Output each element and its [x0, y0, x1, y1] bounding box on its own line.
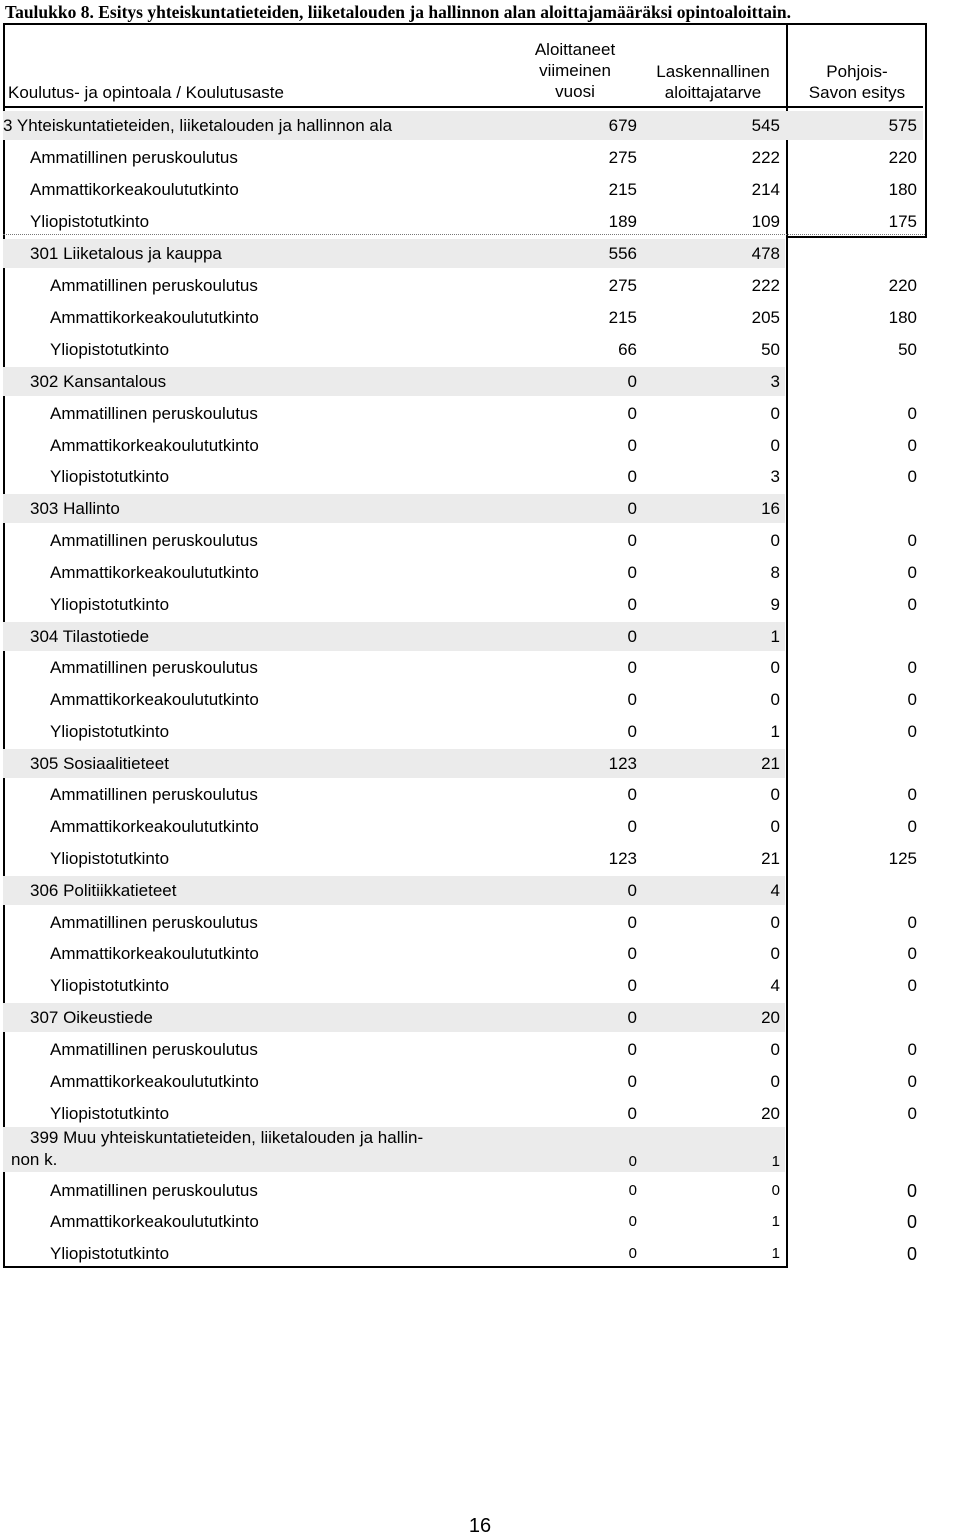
need-value: 0 — [770, 1040, 780, 1059]
row-label: 3 Yhteiskuntatieteiden, liiketalouden ja hallinnon ala — [3, 116, 393, 135]
row-label: Ammattikorkeakoulututkinto — [50, 308, 259, 327]
started-value: 0 — [627, 467, 637, 486]
row-label: Yliopistotutkinto — [50, 1104, 170, 1123]
row-label: Yliopistotutkinto — [30, 212, 150, 231]
started-value: 275 — [608, 148, 637, 167]
row-label: Ammattikorkeakoulututkinto — [50, 1072, 259, 1091]
need-value: 0 — [770, 944, 780, 963]
row-label: Ammattikorkeakoulututkinto — [50, 690, 259, 709]
proposal-value: 0 — [907, 690, 917, 709]
started-value: 0 — [627, 817, 637, 836]
proposal-value: 0 — [907, 467, 917, 486]
started-value: 0 — [628, 1153, 637, 1170]
need-value: 222 — [751, 148, 780, 167]
need-value: 1 — [771, 1213, 780, 1230]
proposal-value: 180 — [888, 180, 917, 199]
need-value: 205 — [751, 308, 780, 327]
started-value: 66 — [618, 340, 637, 359]
need-value: 0 — [770, 785, 780, 804]
started-value: 556 — [608, 244, 637, 263]
started-value: 0 — [627, 563, 637, 582]
proposal-value: 0 — [907, 436, 917, 455]
started-value: 0 — [627, 1040, 637, 1059]
started-value: 275 — [608, 276, 637, 295]
header-col-started-line3: vuosi — [555, 82, 595, 101]
need-value: 21 — [761, 754, 780, 773]
proposal-value: 0 — [906, 1244, 917, 1264]
need-value: 16 — [761, 499, 780, 518]
need-value: 21 — [761, 849, 780, 868]
need-value: 0 — [770, 436, 780, 455]
row-label: 399 Muu yhteiskuntatieteiden, liiketalouden ja hallin- — [30, 1128, 424, 1147]
proposal-value: 0 — [907, 817, 917, 836]
row-label: Ammatillinen peruskoulutus — [50, 658, 258, 677]
started-value: 0 — [627, 627, 637, 646]
row-label: Yliopistotutkinto — [50, 1244, 170, 1263]
started-value: 189 — [608, 212, 637, 231]
started-value: 0 — [627, 531, 637, 550]
row-label: Ammattikorkeakoulututkinto — [30, 180, 239, 199]
started-value: 0 — [627, 913, 637, 932]
need-value: 478 — [751, 244, 780, 263]
row-label: Yliopistotutkinto — [50, 976, 170, 995]
row-label: Yliopistotutkinto — [50, 467, 170, 486]
need-value: 1 — [771, 1153, 780, 1170]
proposal-value: 0 — [907, 658, 917, 677]
row-label: Ammatillinen peruskoulutus — [50, 785, 258, 804]
need-value: 4 — [770, 976, 780, 995]
proposal-value: 575 — [888, 116, 917, 135]
started-value: 0 — [627, 881, 637, 900]
row-label: Yliopistotutkinto — [50, 595, 170, 614]
row-label: 301 Liiketalous ja kauppa — [30, 244, 222, 263]
row-label: Ammatillinen peruskoulutus — [30, 148, 238, 167]
started-value: 0 — [627, 1072, 637, 1091]
row-label: 305 Sosiaalitieteet — [30, 754, 169, 773]
proposal-value: 0 — [907, 785, 917, 804]
row-label: Ammatillinen peruskoulutus — [50, 913, 258, 932]
need-value: 0 — [770, 913, 780, 932]
row-label: Ammattikorkeakoulututkinto — [50, 1212, 259, 1231]
row-shading — [3, 494, 785, 523]
started-value: 0 — [628, 1213, 637, 1230]
row-label: Ammattikorkeakoulututkinto — [50, 944, 259, 963]
proposal-value: 0 — [907, 722, 917, 741]
started-value: 0 — [628, 1245, 637, 1262]
started-value: 0 — [627, 1008, 637, 1027]
proposal-value: 0 — [907, 563, 917, 582]
need-value: 1 — [771, 1245, 780, 1262]
need-value: 9 — [770, 595, 780, 614]
started-value: 0 — [627, 785, 637, 804]
proposal-value: 0 — [906, 1212, 917, 1232]
started-value: 0 — [627, 976, 637, 995]
proposal-value: 0 — [907, 531, 917, 550]
started-value: 215 — [608, 308, 637, 327]
row-label: Ammattikorkeakoulututkinto — [50, 817, 259, 836]
proposal-value: 0 — [907, 1072, 917, 1091]
started-value: 0 — [627, 372, 637, 391]
header-col-proposal-line1: Pohjois- — [826, 62, 888, 81]
row-label: Ammattikorkeakoulututkinto — [50, 563, 259, 582]
table-caption: Taulukko 8. Esitys yhteiskuntatieteiden, liiketalouden ja hallinnon alan aloittajamääräksi opintoaloittain. — [5, 2, 792, 22]
proposal-value: 175 — [888, 212, 917, 231]
proposal-value: 0 — [907, 944, 917, 963]
need-value: 1 — [770, 722, 780, 741]
started-value: 215 — [608, 180, 637, 199]
row-label: Ammattikorkeakoulututkinto — [50, 436, 259, 455]
row-label: 302 Kansantalous — [30, 372, 167, 391]
need-value: 1 — [770, 627, 780, 646]
started-value: 679 — [608, 116, 637, 135]
need-value: 20 — [761, 1104, 780, 1123]
page-number: 16 — [468, 1515, 492, 1537]
need-value: 3 — [770, 372, 780, 391]
started-value: 123 — [608, 849, 637, 868]
header-col-need-line1: Laskennallinen — [656, 62, 770, 81]
proposal-value: 180 — [888, 308, 917, 327]
started-value: 0 — [627, 658, 637, 677]
proposal-value: 0 — [907, 1040, 917, 1059]
proposal-value: 50 — [898, 340, 917, 359]
row-label: Yliopistotutkinto — [50, 340, 170, 359]
header-col-field: Koulutus- ja opintoala / Koulutusaste — [8, 83, 284, 102]
started-value: 0 — [627, 499, 637, 518]
row-label: 306 Politiikkatieteet — [30, 881, 177, 900]
need-value: 214 — [751, 180, 780, 199]
proposal-value: 0 — [907, 404, 917, 423]
proposal-value: 220 — [888, 148, 917, 167]
need-value: 0 — [770, 817, 780, 836]
need-value: 109 — [751, 212, 780, 231]
row-label-continued: non k. — [11, 1150, 58, 1169]
proposal-value: 0 — [907, 1104, 917, 1123]
proposal-value: 220 — [888, 276, 917, 295]
started-value: 0 — [627, 436, 637, 455]
started-value: 0 — [627, 1104, 637, 1123]
header-col-started-line1: Aloittaneet — [534, 40, 616, 59]
proposal-value: 125 — [888, 849, 917, 868]
need-value: 222 — [751, 276, 780, 295]
started-value: 0 — [627, 690, 637, 709]
row-label: Ammatillinen peruskoulutus — [50, 1040, 258, 1059]
header-col-started-line2: viimeinen — [539, 61, 611, 80]
row-label: Ammatillinen peruskoulutus — [50, 276, 258, 295]
need-value: 545 — [751, 116, 780, 135]
need-value: 0 — [770, 1072, 780, 1091]
started-value: 0 — [627, 944, 637, 963]
proposal-value: 0 — [907, 595, 917, 614]
row-label: Ammatillinen peruskoulutus — [50, 1181, 258, 1200]
row-label: Yliopistotutkinto — [50, 849, 170, 868]
proposal-value: 0 — [907, 976, 917, 995]
row-label: Yliopistotutkinto — [50, 722, 170, 741]
row-label: 307 Oikeustiede — [30, 1008, 153, 1027]
header-col-proposal-line2: Savon esitys — [808, 83, 906, 102]
need-value: 8 — [770, 563, 780, 582]
proposal-value: 0 — [906, 1181, 917, 1201]
need-value: 0 — [770, 531, 780, 550]
header-col-need-line2: aloittajatarve — [664, 83, 762, 102]
proposal-value: 0 — [907, 913, 917, 932]
need-value: 50 — [761, 340, 780, 359]
started-value: 0 — [628, 1182, 637, 1199]
row-label: Ammatillinen peruskoulutus — [50, 404, 258, 423]
need-value: 0 — [770, 404, 780, 423]
started-value: 0 — [627, 404, 637, 423]
need-value: 0 — [771, 1182, 780, 1199]
need-value: 3 — [770, 467, 780, 486]
started-value: 0 — [627, 722, 637, 741]
row-label: Ammatillinen peruskoulutus — [50, 531, 258, 550]
need-value: 4 — [770, 881, 780, 900]
row-label: 304 Tilastotiede — [30, 627, 150, 646]
started-value: 0 — [627, 595, 637, 614]
need-value: 0 — [770, 690, 780, 709]
need-value: 20 — [761, 1008, 780, 1027]
started-value: 123 — [608, 754, 637, 773]
row-label: 303 Hallinto — [30, 499, 120, 518]
need-value: 0 — [770, 658, 780, 677]
